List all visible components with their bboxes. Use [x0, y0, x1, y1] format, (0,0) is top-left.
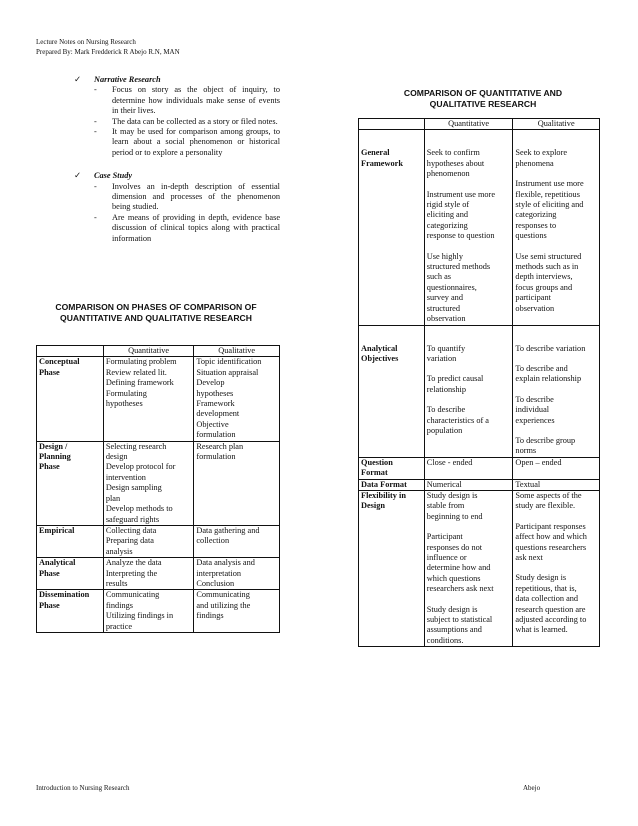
phase-cell: [37, 590, 104, 633]
qualitative-cell: [194, 558, 280, 590]
cell-line: findings: [105, 600, 134, 610]
table-header-row: [37, 346, 280, 357]
cell-line: relationship: [426, 384, 466, 394]
cell-line: Communicating: [105, 590, 160, 600]
cell-paragraph: [515, 573, 597, 635]
cell-line: Participant: [426, 532, 463, 542]
cell-line: To describe group: [515, 435, 576, 445]
bullet-item-text: The data can be collected as a story or filed notes.: [112, 116, 278, 126]
cell-line: Selecting research: [105, 441, 167, 451]
table-row: [37, 558, 280, 590]
cell-line: response to question: [426, 231, 495, 241]
cell-line: participant: [515, 293, 551, 303]
cell-line: Collecting data: [105, 525, 157, 535]
category-cell: [359, 325, 425, 457]
cell-line: Dissemination: [39, 590, 90, 600]
cell-line: Utilizing findings in: [105, 611, 174, 621]
header-cell: Qualitative: [194, 346, 280, 357]
bullet-item-text: It may be used for comparison among groups, to learn about a social phenomenon or historical period or to explore a personality: [112, 127, 280, 157]
cell-paragraph: [515, 491, 597, 512]
qualitative-cell: [513, 130, 600, 325]
qualitative-cell: [513, 457, 600, 479]
qualitative-cell: [194, 590, 280, 633]
cell-line: categorizing: [515, 210, 557, 220]
cell-line: Preparing data: [105, 536, 154, 546]
phase-cell: [37, 525, 104, 557]
cell-line: Research plan: [196, 441, 244, 451]
cell-line: phenomena: [515, 158, 554, 168]
cell-line: Participant responses: [515, 521, 586, 531]
category-cell: [359, 479, 425, 490]
dash-marker: -: [94, 116, 97, 126]
quantitative-cell: [103, 590, 194, 633]
cell-paragraph: [427, 252, 511, 325]
cell-line: Phase: [39, 568, 60, 578]
cell-line: Review related lit.: [105, 367, 167, 377]
cell-line: responses do not: [426, 542, 483, 552]
cell-line: Study design is: [515, 573, 567, 583]
left-title-line-1: COMPARISON ON PHASES OF COMPARISON OF: [55, 302, 257, 312]
cell-line: Seek to confirm: [426, 148, 480, 158]
left-table-title: [36, 302, 276, 324]
cell-line: questionnaires,: [426, 282, 477, 292]
cell-line: flexible, repetitious: [515, 189, 580, 199]
research-comparison-table: [358, 118, 600, 647]
quantitative-cell: [424, 479, 513, 490]
cell-paragraph: [427, 491, 511, 522]
cell-paragraph: [427, 605, 511, 647]
cell-line: categorizing: [426, 220, 468, 230]
cell-line: plan: [105, 493, 121, 503]
check-icon: ✓: [74, 171, 81, 181]
cell-line: Analytical: [39, 558, 76, 568]
cell-paragraph: [515, 480, 597, 490]
cell-line: experiences: [515, 415, 555, 425]
cell-line: Instrument use more: [426, 189, 495, 199]
cell-line: what is learned.: [515, 625, 568, 635]
cell-line: Develop protocol for: [105, 462, 176, 472]
cell-line: Develop methods to: [105, 504, 173, 514]
right-title-line-2: QUALITATIVE RESEARCH: [429, 99, 537, 109]
cell-line: which questions: [426, 573, 481, 583]
cell-line: subject to statistical: [426, 615, 493, 625]
cell-line: Data gathering and: [196, 525, 260, 535]
header-line-2: Prepared By: Mark Fredderick R Abejo R.N, MAN: [36, 48, 180, 56]
cell-line: formulation: [196, 452, 236, 462]
footer-left: Introduction to Nursing Research: [36, 784, 130, 792]
bullet-item: [74, 117, 280, 127]
right-title-line-1: COMPARISON OF QUANTITATIVE AND: [403, 88, 563, 98]
cell-line: Communicating: [196, 590, 250, 600]
cell-paragraph: [515, 252, 597, 314]
qualitative-cell: [513, 325, 600, 457]
cell-paragraph: [515, 344, 597, 354]
qualitative-cell: [194, 357, 280, 441]
cell-line: Study design is: [426, 490, 478, 500]
cell-line: observation: [515, 303, 555, 313]
cell-line: repetitious, that is,: [515, 583, 577, 593]
table-row: [359, 479, 600, 490]
cell-line: Close - ended: [426, 457, 473, 467]
cell-line: hypotheses: [105, 399, 143, 409]
table-header-row: [359, 119, 600, 130]
cell-line: Empirical: [39, 525, 75, 535]
cell-line: Open – ended: [515, 457, 562, 467]
bullet-item: [74, 182, 280, 213]
bullet-item: [74, 85, 280, 116]
cell-line: To quantify: [426, 343, 466, 353]
cell-paragraph: [515, 522, 597, 564]
table-row: [359, 130, 600, 325]
cell-line: Analytical: [361, 343, 398, 353]
cell-line: questions: [515, 231, 547, 241]
check-icon: ✓: [74, 75, 81, 84]
cell-paragraph: [515, 148, 597, 169]
dash-marker: -: [94, 85, 97, 95]
cell-line: Formulating problem: [105, 357, 177, 367]
phase-cell: [37, 558, 104, 590]
cell-line: structured: [426, 303, 460, 313]
cell-line: findings: [196, 611, 224, 621]
cell-line: analysis: [105, 546, 133, 556]
quantitative-cell: [424, 457, 513, 479]
quantitative-cell: [424, 490, 513, 646]
table-row: [37, 357, 280, 441]
quantitative-cell: [424, 325, 513, 457]
cell-line: and utilizing the: [196, 600, 251, 610]
cell-line: study are flexible.: [515, 501, 576, 511]
bullet-section: [74, 171, 280, 244]
cell-paragraph: [515, 458, 597, 468]
cell-paragraph: [515, 395, 597, 426]
right-table-title: [368, 88, 598, 110]
cell-line: determine how and: [426, 563, 491, 573]
cell-line: General: [361, 148, 390, 158]
cell-line: Data Format: [361, 479, 407, 489]
header-cell: Quantitative: [103, 346, 194, 357]
quantitative-cell: [103, 357, 194, 441]
cell-line: affect how and which: [515, 532, 587, 542]
cell-line: explain relationship: [515, 374, 582, 384]
cell-line: data collection and: [515, 594, 579, 604]
cell-line: Format: [361, 468, 388, 478]
cell-line: Conceptual: [39, 357, 80, 367]
cell-line: structured methods: [426, 262, 491, 272]
qualitative-cell: [194, 441, 280, 525]
cell-line: Conclusion: [196, 578, 235, 588]
cell-line: design: [105, 452, 128, 462]
cell-line: Planning: [39, 452, 71, 462]
cell-line: development: [196, 409, 240, 419]
table-row: [37, 525, 280, 557]
table-row: [359, 490, 600, 646]
cell-line: phenomenon: [426, 169, 470, 179]
cell-line: results: [105, 578, 128, 588]
cell-line: Phase: [39, 600, 60, 610]
cell-line: Formulating: [105, 388, 147, 398]
cell-line: conditions.: [426, 635, 464, 645]
cell-paragraph: [427, 148, 511, 179]
cell-line: Design: [361, 501, 385, 511]
cell-line: such as: [426, 272, 451, 282]
cell-paragraph: [427, 190, 511, 242]
cell-line: population: [426, 425, 463, 435]
header-cell: Qualitative: [513, 119, 600, 130]
cell-paragraph: [515, 436, 597, 457]
cell-line: rigid style of: [426, 200, 470, 210]
phase-cell: [37, 357, 104, 441]
cell-line: ask next: [515, 553, 543, 562]
bullet-title: [74, 75, 280, 85]
cell-paragraph: [427, 480, 511, 490]
bullet-title: [74, 171, 280, 181]
dash-marker: -: [94, 127, 97, 137]
cell-line: norms: [515, 446, 537, 456]
cell-paragraph: [515, 179, 597, 241]
table-row: [359, 325, 600, 457]
cell-line: Seek to explore: [515, 148, 568, 158]
qualitative-cell: [513, 490, 600, 646]
cell-line: Design sampling: [105, 483, 162, 493]
page-header: [36, 37, 180, 57]
cell-line: depth interviews,: [515, 272, 573, 282]
bullet-item-text: Are means of providing in depth, evidence base discussion of clinical topics along with practical information: [112, 212, 280, 243]
qualitative-cell: [194, 525, 280, 557]
cell-line: Instrument use more: [515, 179, 584, 189]
cell-line: intervention: [105, 472, 146, 482]
cell-line: characteristics of a: [426, 415, 489, 425]
cell-line: Question: [361, 457, 393, 467]
quantitative-cell: [424, 130, 513, 325]
cell-line: Phase: [39, 367, 60, 377]
cell-line: Study design is: [426, 604, 478, 614]
cell-line: collection: [196, 536, 230, 546]
cell-line: assumptions and: [426, 625, 482, 635]
cell-paragraph: [515, 364, 597, 385]
category-cell: [359, 490, 425, 646]
cell-line: Framework: [196, 399, 235, 409]
qualitative-cell: [513, 479, 600, 490]
cell-line: Use highly: [426, 251, 463, 261]
cell-line: responses to: [515, 220, 557, 230]
cell-line: research question are: [515, 604, 586, 614]
category-cell: [359, 457, 425, 479]
category-cell: [359, 130, 425, 325]
cell-line: eliciting and: [426, 210, 469, 220]
bullet-item-text: Focus on story as the object of inquiry, to determine how individuals make sense of events in their lives.: [112, 85, 280, 116]
cell-line: focus groups and: [515, 282, 573, 292]
cell-line: stable from: [426, 501, 465, 511]
bullet-title-text: Case Study: [94, 171, 133, 181]
cell-line: questions researchers: [515, 542, 587, 552]
cell-line: researchers ask next: [426, 584, 494, 594]
cell-line: Framework: [361, 158, 403, 168]
cell-line: Objectives: [361, 353, 399, 363]
bullet-title-text: Narrative Research: [94, 75, 161, 84]
cell-line: observation: [426, 314, 466, 324]
left-title-line-2: QUANTITATIVE AND QUALITATIVE RESEARCH: [60, 313, 252, 323]
header-cell: [359, 119, 425, 130]
cell-line: Phase: [39, 462, 60, 472]
bullet-item: [74, 127, 280, 158]
header-line-1: Lecture Notes on Nursing Research: [36, 38, 136, 46]
bullet-section: [74, 75, 280, 158]
cell-line: interpretation: [196, 568, 242, 578]
header-cell: [37, 346, 104, 357]
cell-line: safeguard rights: [105, 514, 160, 524]
cell-line: Use semi structured: [515, 251, 582, 261]
table-row: [359, 457, 600, 479]
cell-line: Interpreting the: [105, 568, 158, 578]
cell-line: influence or: [426, 553, 467, 562]
cell-line: style of eliciting and: [515, 200, 584, 210]
quantitative-cell: [103, 525, 194, 557]
table-row: [37, 590, 280, 633]
cell-line: Defining framework: [105, 378, 174, 388]
cell-paragraph: [427, 405, 511, 436]
cell-line: To describe: [515, 394, 554, 404]
cell-line: Textual: [515, 479, 541, 489]
cell-line: hypotheses about: [426, 158, 485, 168]
table-row: [37, 441, 280, 525]
cell-paragraph: [427, 374, 511, 395]
header-cell: Quantitative: [424, 119, 513, 130]
cell-line: Some aspects of the: [515, 490, 582, 500]
bullet-item-text: Involves an in-depth description of essential dimension and processes of the phenomenon being studied.: [112, 181, 280, 212]
dash-marker: -: [94, 212, 97, 222]
cell-paragraph: [427, 532, 511, 594]
cell-line: To describe: [426, 405, 466, 415]
cell-line: adjusted according to: [515, 615, 587, 625]
cell-line: methods such as in: [515, 262, 579, 272]
cell-line: Numerical: [426, 479, 462, 489]
cell-line: practice: [105, 621, 133, 631]
cell-line: Develop: [196, 378, 225, 388]
quantitative-cell: [103, 558, 194, 590]
cell-line: Situation appraisal: [196, 367, 259, 377]
cell-line: beginning to end: [426, 511, 483, 521]
cell-line: Flexibility in: [361, 490, 406, 500]
cell-line: Objective: [196, 419, 229, 429]
cell-line: individual: [515, 405, 550, 415]
cell-line: To predict causal: [426, 374, 484, 384]
cell-line: hypotheses: [196, 388, 234, 398]
cell-paragraph: [427, 344, 511, 365]
cell-line: Analyze the data: [105, 558, 162, 568]
cell-line: Topic identification: [196, 357, 262, 367]
cell-line: formulation: [196, 430, 236, 440]
phase-cell: [37, 441, 104, 525]
cell-line: Design /: [39, 441, 68, 451]
cell-line: To describe and: [515, 363, 568, 373]
phases-comparison-table: [36, 345, 280, 633]
bullet-item: [74, 213, 280, 244]
bullet-list: [74, 75, 280, 257]
cell-line: survey and: [426, 293, 463, 303]
cell-line: To describe variation: [515, 343, 586, 353]
footer-right: Abejo: [523, 784, 541, 792]
cell-paragraph: [427, 458, 511, 468]
cell-line: Data analysis and: [196, 558, 255, 568]
dash-marker: -: [94, 181, 97, 191]
cell-line: variation: [426, 353, 457, 363]
quantitative-cell: [103, 441, 194, 525]
